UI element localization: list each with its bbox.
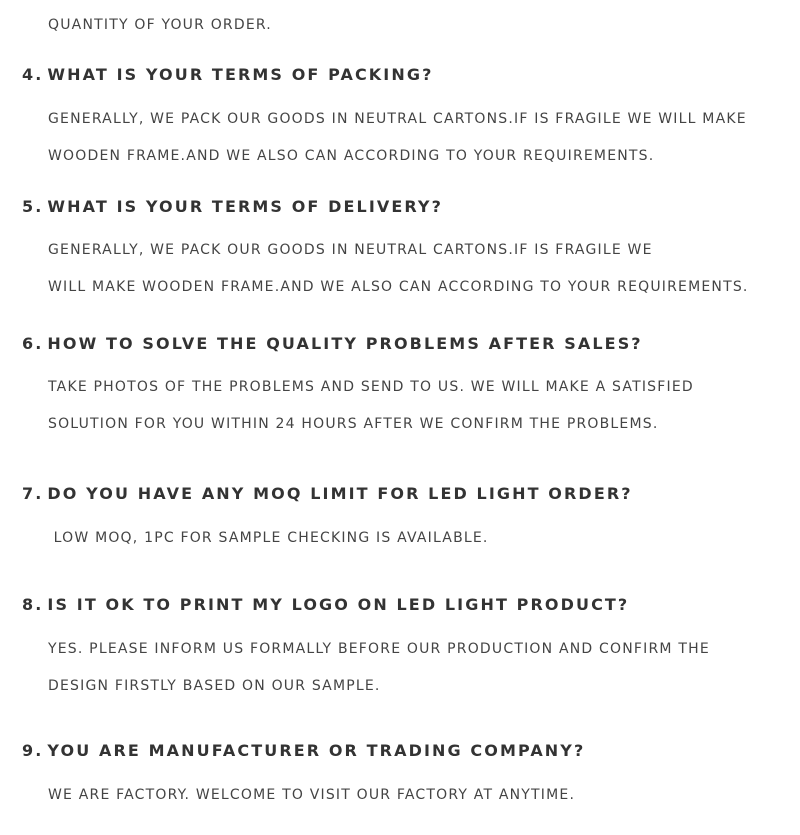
- faq-question-9: [22, 741, 585, 760]
- faq-number: 4.: [22, 65, 44, 84]
- faq-number: 6.: [22, 334, 44, 353]
- faq-answer-8-line-2: DESIGN FIRSTLY BASED ON OUR SAMPLE.: [48, 678, 381, 694]
- faq-answer-5-line-2: WILL MAKE WOODEN FRAME.AND WE ALSO CAN ACCORDING TO YOUR REQUIREMENTS.: [48, 279, 749, 295]
- faq-question-4: [22, 65, 433, 84]
- faq-question-8: [22, 595, 629, 614]
- faq-number: 8.: [22, 595, 44, 614]
- faq-question-7: [22, 484, 633, 503]
- faq-answer-8-line-1: YES. PLEASE INFORM US FORMALLY BEFORE OUR PRODUCTION AND CONFIRM THE: [48, 641, 710, 657]
- faq-question-5: [22, 197, 443, 216]
- faq-answer-5-line-1: GENERALLY, WE PACK OUR GOODS IN NEUTRAL CARTONS.IF IS FRAGILE WE: [48, 242, 653, 258]
- faq-answer-6-line-2: SOLUTION FOR YOU WITHIN 24 HOURS AFTER WE CONFIRM THE PROBLEMS.: [48, 416, 659, 432]
- faq-answer-4-line-1: GENERALLY, WE PACK OUR GOODS IN NEUTRAL CARTONS.IF IS FRAGILE WE WILL MAKE: [48, 111, 747, 127]
- intro-line: QUANTITY OF YOUR ORDER.: [48, 17, 272, 33]
- faq-question-6: [22, 334, 643, 353]
- faq-question-text: YOU ARE MANUFACTURER OR TRADING COMPANY?: [47, 741, 586, 760]
- faq-answer-7-line-1: LOW MOQ, 1PC FOR SAMPLE CHECKING IS AVAILABLE.: [48, 530, 489, 546]
- faq-answer-9-line-1: WE ARE FACTORY. WELCOME TO VISIT OUR FACTORY AT ANYTIME.: [48, 787, 576, 803]
- faq-number: 5.: [22, 197, 44, 216]
- faq-number: 7.: [22, 484, 44, 503]
- faq-question-text: WHAT IS YOUR TERMS OF PACKING?: [47, 65, 434, 84]
- faq-answer-4-line-2: WOODEN FRAME.AND WE ALSO CAN ACCORDING TO YOUR REQUIREMENTS.: [48, 148, 655, 164]
- faq-answer-6-line-1: TAKE PHOTOS OF THE PROBLEMS AND SEND TO US. WE WILL MAKE A SATISFIED: [48, 379, 694, 395]
- faq-question-text: WHAT IS YOUR TERMS OF DELIVERY?: [47, 197, 443, 216]
- faq-question-text: IS IT OK TO PRINT MY LOGO ON LED LIGHT PRODUCT?: [47, 595, 630, 614]
- faq-number: 9.: [22, 741, 44, 760]
- faq-question-text: HOW TO SOLVE THE QUALITY PROBLEMS AFTER SALES?: [47, 334, 643, 353]
- faq-question-text: DO YOU HAVE ANY MOQ LIMIT FOR LED LIGHT ORDER?: [47, 484, 633, 503]
